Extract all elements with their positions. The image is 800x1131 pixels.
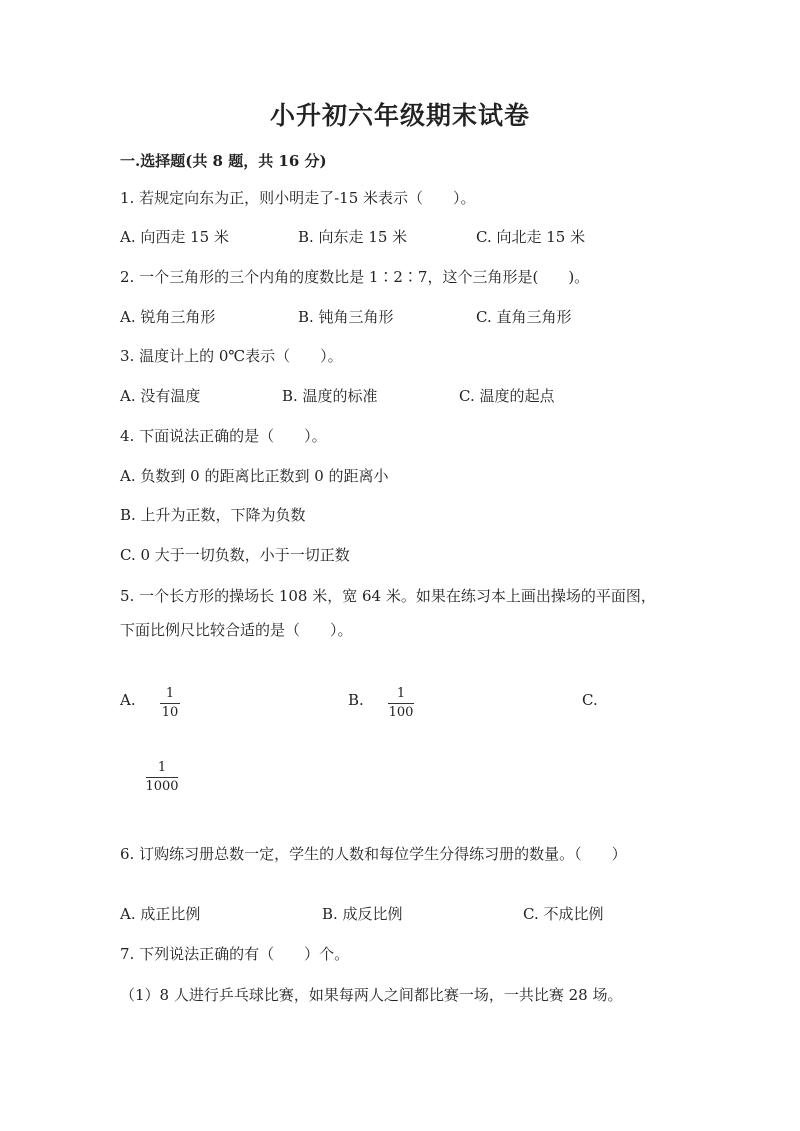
- question-1-option-a: A. 向西走 15 米: [120, 228, 229, 246]
- question-5-option-a-fraction: [160, 686, 180, 721]
- question-3-option-a: A. 没有温度: [120, 387, 201, 405]
- question-3-option-c: C. 温度的起点: [459, 387, 555, 405]
- question-6-option-a: A. 成正比例: [120, 905, 201, 923]
- question-6-option-b: B. 成反比例: [322, 905, 403, 923]
- question-5-option-c-fraction: [146, 760, 178, 795]
- question-1-option-b: B. 向东走 15 米: [298, 228, 408, 246]
- question-2-stem: 2. 一个三角形的三个内角的度数比是 1∶2∶7，这个三角形是( )。: [120, 268, 590, 286]
- page-title: 小升初六年级期末试卷: [269, 101, 530, 130]
- question-4-option-a: A. 负数到 0 的距离比正数到 0 的距离小: [120, 467, 389, 485]
- fraction-bar: [146, 777, 178, 778]
- question-4-option-c: C. 0 大于一切负数，小于一切正数: [120, 546, 350, 564]
- question-6-option-c: C. 不成比例: [523, 905, 604, 923]
- fraction-denominator: 100: [388, 705, 414, 720]
- question-5-option-a-label: A.: [120, 691, 136, 709]
- fraction-denominator: 10: [161, 705, 179, 720]
- question-7-stem: 7. 下列说法正确的有（ ）个。: [120, 945, 350, 963]
- question-3-stem: 3. 温度计上的 0℃表示（ ）。: [120, 347, 343, 365]
- question-4-option-b: B. 上升为正数，下降为负数: [120, 506, 306, 524]
- fraction-numerator: 1: [165, 686, 175, 701]
- question-5-stem-line-1: 5. 一个长方形的操场长 108 米，宽 64 米。如果在练习本上画出操场的平面图，: [120, 587, 656, 605]
- question-5-option-b-fraction: [388, 686, 414, 721]
- fraction-bar: [388, 703, 414, 704]
- fraction-denominator: 1000: [145, 779, 179, 794]
- question-7-statement-1: （1）8 人进行乒乓球比赛，如果每两人之间都比赛一场，一共比赛 28 场。: [120, 986, 623, 1004]
- question-1-option-c: C. 向北走 15 米: [476, 228, 586, 246]
- question-5-option-c-label: C.: [582, 691, 598, 709]
- fraction-numerator: 1: [396, 686, 406, 701]
- question-2-option-a: A. 锐角三角形: [120, 308, 216, 326]
- question-6-stem: 6. 订购练习册总数一定，学生的人数和每位学生分得练习册的数量。（ ）: [120, 845, 627, 863]
- fraction-numerator: 1: [157, 760, 167, 775]
- question-2-option-b: B. 钝角三角形: [298, 308, 394, 326]
- question-2-option-c: C. 直角三角形: [476, 308, 572, 326]
- question-4-stem: 4. 下面说法正确的是（ ）。: [120, 427, 327, 445]
- fraction-bar: [160, 703, 180, 704]
- question-1-stem: 1. 若规定向东为正，则小明走了-15 米表示（ ）。: [120, 189, 476, 207]
- section-heading: 一.选择题(共 8 题，共 16 分): [120, 152, 327, 170]
- question-5-stem-line-2: 下面比例尺比较合适的是（ ）。: [120, 621, 353, 639]
- question-3-option-b: B. 温度的标准: [282, 387, 378, 405]
- question-5-option-b-label: B.: [348, 691, 364, 709]
